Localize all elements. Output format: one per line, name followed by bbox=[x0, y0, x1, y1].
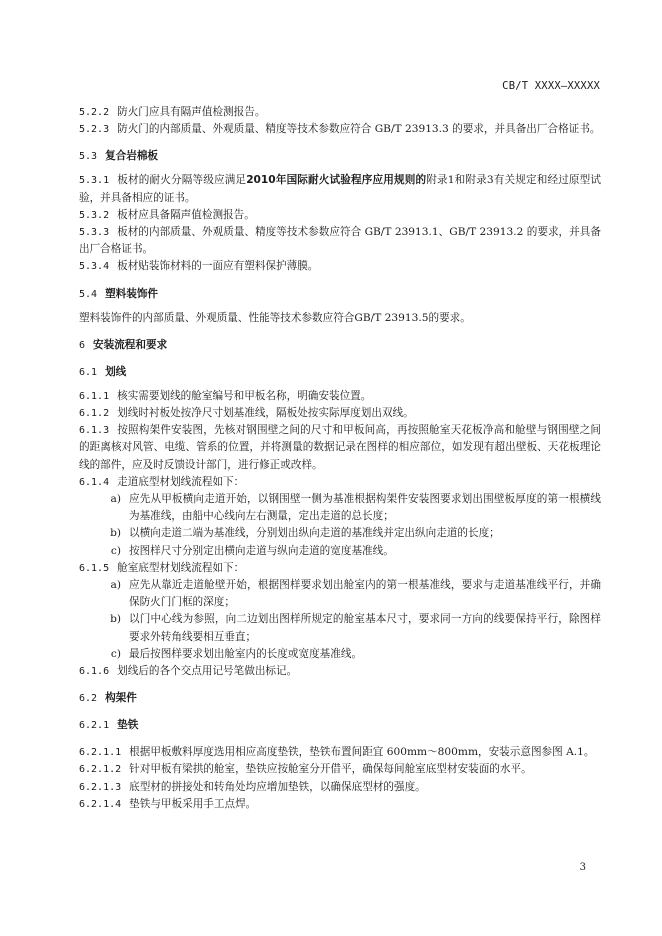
clause-5-2-3 bbox=[79, 121, 601, 138]
page-number: 3 bbox=[579, 862, 586, 873]
clause-6-1-3 bbox=[79, 422, 601, 474]
clause-number: 5.2.3 bbox=[79, 124, 110, 136]
clause-text: 针对甲板有梁拱的舱室，垫铁应按舱室分开借平，确保每间舱室底型材安装面的水平。 bbox=[129, 763, 532, 776]
heading-title: 安装流程和要求 bbox=[93, 338, 168, 351]
list-item bbox=[79, 525, 601, 542]
clause-6-2-1-2 bbox=[79, 761, 601, 778]
heading-6-2-1 bbox=[79, 717, 601, 734]
clause-5-2-2 bbox=[79, 104, 601, 121]
heading-5-4 bbox=[79, 286, 601, 303]
clause-5-3-4 bbox=[79, 258, 601, 275]
heading-6-2 bbox=[79, 690, 601, 707]
clause-number: 5.2.2 bbox=[79, 107, 110, 118]
clause-text: 板材应具备隔声值检测报告。 bbox=[117, 208, 255, 221]
list-item-text: 以横向走道二端为基准线，分别划出纵向走道的基准线并定出纵向走道的长度； bbox=[129, 527, 500, 540]
clause-number: 6.1.5 bbox=[79, 562, 110, 574]
list-marker: c) bbox=[110, 544, 121, 557]
heading-title: 垫铁 bbox=[117, 719, 139, 732]
clause-number: 6.1.3 bbox=[79, 425, 110, 437]
heading-title: 构架件 bbox=[105, 692, 137, 705]
heading-6 bbox=[79, 337, 601, 354]
clause-number: 5.3.2 bbox=[79, 209, 110, 221]
clause-number: 6.1.2 bbox=[79, 408, 110, 420]
list-item-text: 按图样尺寸分别定出横向走道与纵向走道的宽度基准线。 bbox=[129, 544, 394, 557]
clause-6-1-6 bbox=[79, 663, 601, 680]
clause-text: 按照构架件安装图，先核对钢围壁之间的尺寸和甲板间高，再按照舱室天花板净高和舱壁与钢围壁之间的距离核对风管、电缆、管系的位置，并将测量的数据记录在图样的相应部位，如发现有超出壁板、天花板理论线的部件，应及时反馈设计部门，进行修正或改样。 bbox=[79, 424, 601, 471]
clause-6-1-5 bbox=[79, 560, 601, 577]
list-item bbox=[79, 577, 601, 611]
clause-text: 划线时衬板处按净尺寸划基准线，隔板处按实际厚度划出双线。 bbox=[117, 407, 414, 420]
clause-text: 板材的内部质量、外观质量、精度等技术参数应符合 GB/T 23913.1、GB/T 23913.2 的要求，并具备出厂合格证书。 bbox=[79, 226, 601, 256]
clause-text: 划线后的各个交点用记号笔做出标记。 bbox=[117, 665, 298, 678]
clause-number: 6.1.4 bbox=[79, 476, 110, 488]
clause-text: 核实需要划线的舱室编号和甲板名称，明确安装位置。 bbox=[117, 389, 372, 402]
clause-6-2-1-3 bbox=[79, 779, 601, 796]
clause-number: 6.2.1.4 bbox=[79, 798, 122, 810]
heading-title: 塑料装饰件 bbox=[105, 287, 159, 300]
list-item-text: 应先从甲板横向走道开始，以钢围壁一侧为基准根据构架件安装图要求划出围壁板厚度的第一根横线为基准线，由船中心线向左右测量，定出走道的总长度； bbox=[129, 493, 601, 523]
clause-text: 舱室底型材划线流程如下： bbox=[117, 561, 245, 574]
heading-5-3 bbox=[79, 148, 601, 165]
clause-6-1-4 bbox=[79, 474, 601, 491]
heading-number: 6.2.1 bbox=[79, 720, 110, 732]
clause-text: 根据甲板敷料厚度选用相应高度垫铁，垫铁布置间距宜 600mm～800mm，安装示意图参图 A.1。 bbox=[129, 746, 595, 759]
heading-number: 6.2 bbox=[79, 693, 98, 705]
list-marker: a) bbox=[110, 579, 121, 592]
document-body bbox=[79, 104, 601, 813]
paragraph-5-4: 塑料装饰件的内部质量、外观质量、性能等技术参数应符合GB/T 23913.5的要求。 bbox=[79, 311, 471, 324]
list-item-text: 最后按图样要求划出舱室内的长度或宽度基准线。 bbox=[129, 647, 363, 660]
clause-text: 防火门的内部质量、外观质量、精度等技术参数应符合 GB/T 23913.3 的要求，并具备出厂合格证书。 bbox=[117, 123, 601, 136]
heading-number: 6.1 bbox=[79, 366, 98, 378]
clause-text: 板材贴装饰材料的一面应有塑料保护薄膜。 bbox=[117, 260, 319, 273]
list-item bbox=[79, 611, 601, 645]
clause-5-3-3 bbox=[79, 224, 601, 258]
list-marker: c) bbox=[110, 647, 121, 660]
list-marker: a) bbox=[110, 493, 121, 506]
list-marker: b) bbox=[110, 613, 121, 626]
list-item bbox=[79, 543, 601, 560]
clause-text-bold: 2010年国际耐火试验程序应用规则的 bbox=[246, 174, 427, 187]
clause-text: 垫铁与甲板采用手工点焊。 bbox=[129, 797, 257, 810]
clause-text-pre: 板材的耐火分隔等级应满足 bbox=[117, 174, 247, 187]
heading-6-1 bbox=[79, 364, 601, 381]
clause-text: 走道底型材划线流程如下： bbox=[117, 475, 245, 488]
clause-text: 底型材的拼接处和转角处均应增加垫铁，以确保底型材的强度。 bbox=[129, 780, 426, 793]
clause-number: 5.3.1 bbox=[79, 175, 110, 187]
heading-number: 5.3 bbox=[79, 151, 98, 163]
clause-number: 6.1.6 bbox=[79, 666, 110, 678]
clause-number: 5.3.4 bbox=[79, 261, 110, 273]
clause-6-2-1-1 bbox=[79, 744, 601, 761]
heading-title: 划线 bbox=[105, 365, 127, 378]
clause-number: 5.3.3 bbox=[79, 227, 110, 239]
list-marker: b) bbox=[110, 527, 121, 540]
clause-6-1-1 bbox=[79, 388, 601, 405]
clause-6-2-1-4 bbox=[79, 796, 601, 813]
clause-5-3-2 bbox=[79, 207, 601, 224]
clause-6-1-2 bbox=[79, 405, 601, 422]
clause-number: 6.1.1 bbox=[79, 390, 110, 402]
standard-code: CB/T XXXX—XXXXX bbox=[502, 80, 600, 92]
heading-title: 复合岩棉板 bbox=[105, 150, 159, 163]
heading-number: 6 bbox=[79, 339, 86, 351]
clause-number: 6.2.1.2 bbox=[79, 764, 122, 776]
list-item-text: 以门中心线为参照，向二边划出图样所规定的舱室基本尺寸，要求同一方向的线要保持平行，除图样要求外转角线要相互垂直； bbox=[129, 613, 601, 643]
clause-number: 6.2.1.1 bbox=[79, 747, 122, 759]
clause-number: 6.2.1.3 bbox=[79, 781, 122, 793]
list-item bbox=[79, 646, 601, 663]
list-item bbox=[79, 491, 601, 525]
list-item-text: 应先从靠近走道舱壁开始，根据图样要求划出舱室内的第一根基准线，要求与走道基准线平行，并确保防火门门框的深度； bbox=[129, 579, 601, 609]
clause-text-post: 附录1和附录3有关规定和经过原型试验，并具备相应的证书。 bbox=[79, 174, 602, 204]
heading-number: 5.4 bbox=[79, 288, 98, 300]
clause-text: 防火门应具有隔声值检测报告。 bbox=[117, 106, 266, 118]
clause-5-3-1 bbox=[79, 172, 601, 206]
